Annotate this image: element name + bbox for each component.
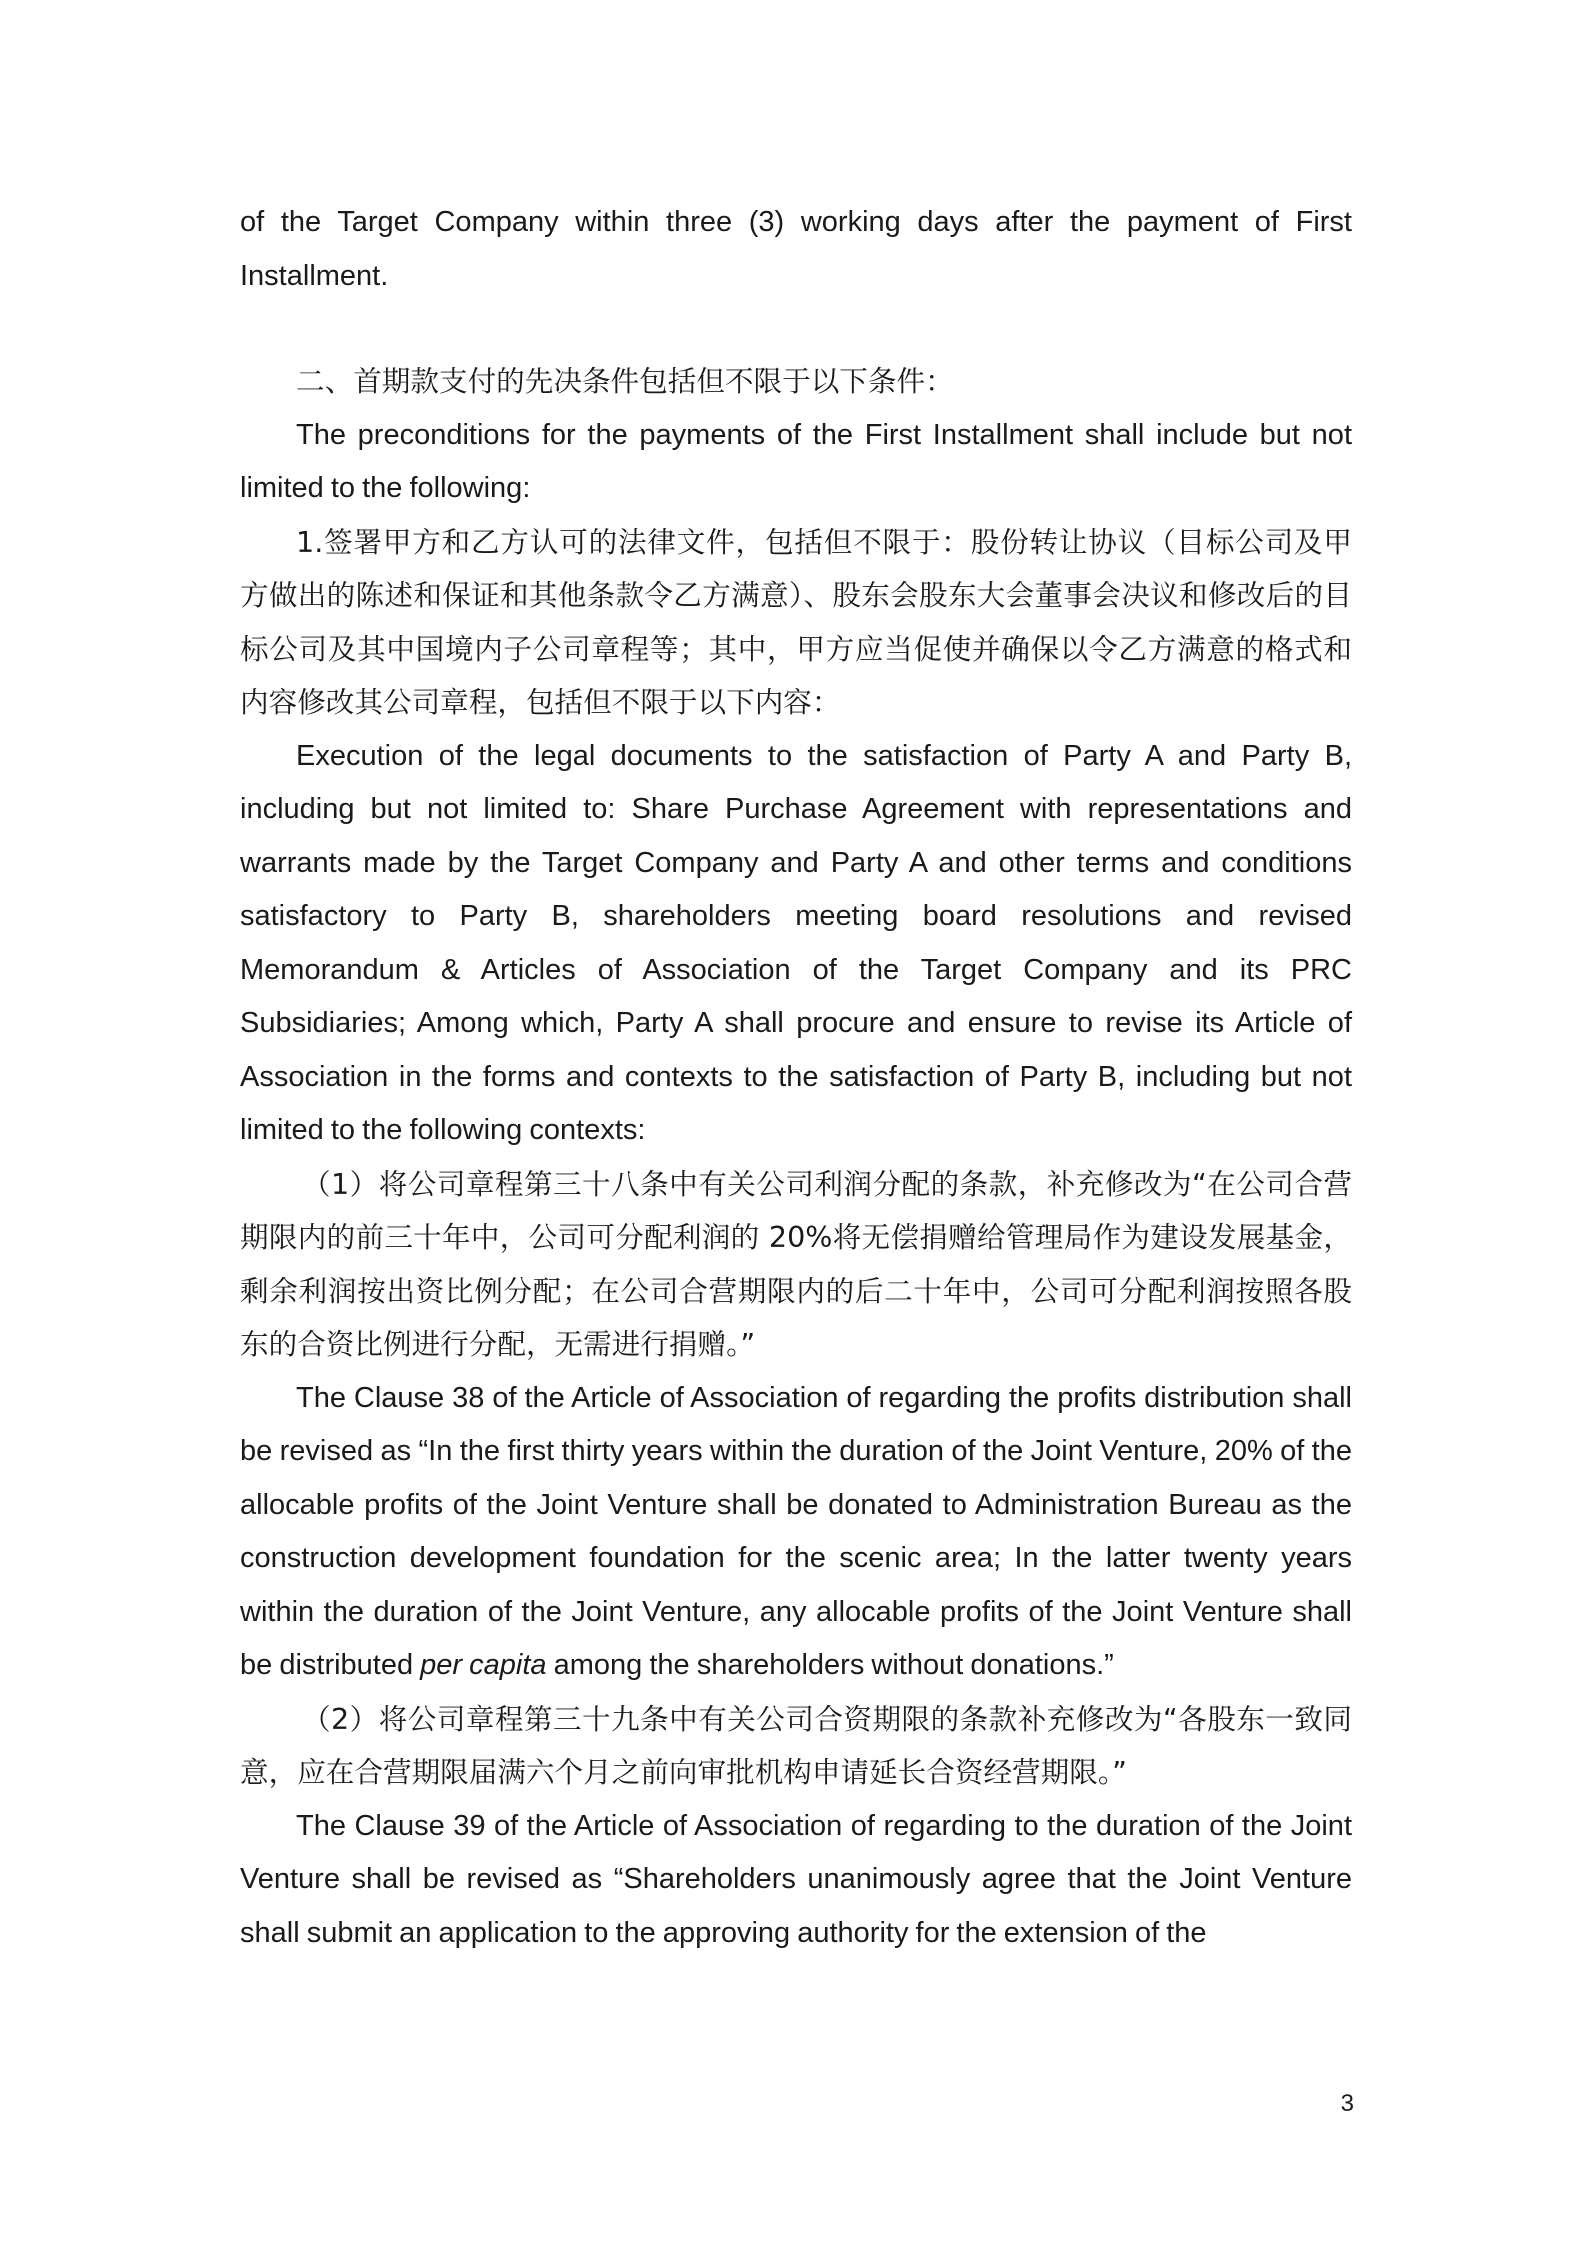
clause-1-1-en-text-before: The Clause 38 of the Article of Association of regarding the profits distribution shall be revised as “In the first thirty years within the duration of the Joint Venture, 20% of the allocable profits of the Joint Venture shall be donated to Administration Bureau as the construction development foundation for the scenic area; In the latter twenty years within the duration of the Joint Venture, any allocable profits of the Joint Venture shall be distributed <box>240 1381 1352 1681</box>
clause-1-1-en-text-after: among the shareholders without donations.” <box>546 1649 1114 1681</box>
clause-1-1-cn: （1）将公司章程第三十八条中有关公司利润分配的条款，补充修改为“在公司合营期限内的前三十年中，公司可分配利润的 20%将无偿捐赠给管理局作为建设发展基金，剩余利润按出资比例分配；在公司合营期限内的后二十年中，公司可分配利润按照各股东的合资比例进行分配，无需进行捐赠。” <box>240 1166 1352 1361</box>
section-heading-en: The preconditions for the payments of the First Installment shall include but not limited to the following: <box>240 418 1352 504</box>
section-heading-cn: 二、首期款支付的先决条件包括但不限于以下条件： <box>296 364 954 398</box>
paragraph-continuation: of the Target Company within three (3) working days after the payment of First Installment. <box>240 206 1352 292</box>
clause-1-2-cn: （2）将公司章程第三十九条中有关公司合资期限的条款补充修改为“各股东一致同意，应在合营期限届满六个月之前向审批机构申请延长合资经营期限。” <box>240 1701 1352 1789</box>
clause-1-en: Execution of the legal documents to the satisfaction of Party A and Party B, including but not limited to: Share Purchase Agreement with representations and warrants made by the Target Company and Party A and other terms and conditions satisfactory to Party B, shareholders meeting board resolutions and revised Memorandum & Articles of Association of the Target Company and its PRC Subsidiaries; Among which, Party A shall procure and ensure to revise its Article of Association in the forms and contexts to the satisfaction of Party B, including but not limited to the following contexts: <box>240 739 1352 1146</box>
page-number: 3 <box>1340 2090 1354 2117</box>
page-body <box>240 196 1352 1960</box>
clause-1-2-en: The Clause 39 of the Article of Association of regarding to the duration of the Joint Venture shall be revised as “Shareholders unanimously agree that the Joint Venture shall submit an application to the approving authority for the extension of the <box>240 1809 1352 1949</box>
clause-1-1-en-italic-term: per capita <box>420 1649 547 1681</box>
clause-1-1-en <box>240 1372 1352 1693</box>
clause-1-cn: 1.签署甲方和乙方认可的法律文件，包括但不限于：股份转让协议（目标公司及甲方做出的陈述和保证和其他条款令乙方满意）、股东会股东大会董事会决议和修改后的目标公司及其中国境内子公司章程等；其中，甲方应当促使并确保以令乙方满意的格式和内容修改其公司章程，包括但不限于以下内容： <box>240 524 1352 719</box>
